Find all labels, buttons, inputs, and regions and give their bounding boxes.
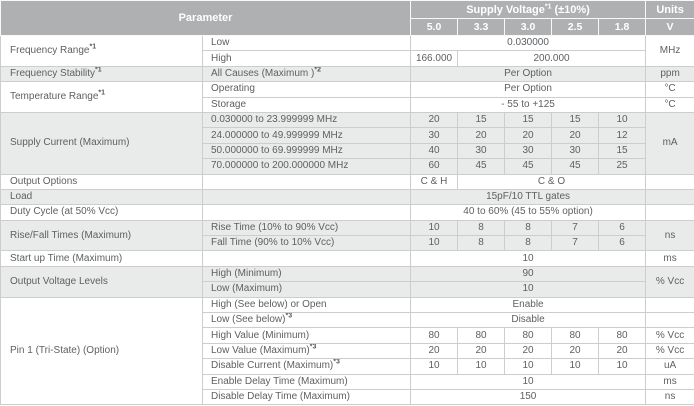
spec-row bbox=[1, 220, 694, 235]
subparam-cell: 24.000000 to 49.999999 MHz bbox=[203, 128, 411, 143]
value-cell: 150 bbox=[411, 389, 646, 404]
subparam-cell: 50.000000 to 69.999999 MHz bbox=[203, 143, 411, 158]
supply-voltage-header bbox=[411, 1, 646, 19]
value-cell: 30 bbox=[552, 143, 599, 158]
value-cell: 80 bbox=[552, 328, 599, 343]
spec-row bbox=[1, 205, 694, 220]
subparam-cell: Enable Delay Time (Maximum) bbox=[203, 374, 411, 389]
value-cell: 20 bbox=[411, 112, 458, 127]
spec-row bbox=[1, 297, 694, 312]
value-cell: 10 bbox=[505, 359, 552, 374]
value-cell: 30 bbox=[458, 143, 505, 158]
unit-cell: % Vcc bbox=[646, 266, 694, 297]
value-cell: 30 bbox=[411, 128, 458, 143]
value-cell: 15 bbox=[599, 143, 646, 158]
value-cell: 20 bbox=[552, 128, 599, 143]
spec-row bbox=[1, 36, 694, 51]
value-cell: 6 bbox=[599, 236, 646, 251]
value-cell: 45 bbox=[552, 159, 599, 174]
unit-cell: ns bbox=[646, 220, 694, 251]
value-cell: 30 bbox=[505, 143, 552, 158]
table-body bbox=[1, 36, 694, 405]
subparam-cell: Low bbox=[203, 36, 411, 51]
value-cell: 10 bbox=[458, 359, 505, 374]
subparam-cell: High (Minimum) bbox=[203, 266, 411, 281]
value-cell: - 55 to +125 bbox=[411, 97, 646, 112]
subparam-cell: 70.000000 to 200.000000 MHz bbox=[203, 159, 411, 174]
footnote: *1 bbox=[98, 89, 106, 97]
subparam-cell bbox=[203, 251, 411, 266]
value-cell: 10 bbox=[552, 359, 599, 374]
spec-row bbox=[1, 174, 694, 189]
subparam-label: Low (See below) bbox=[211, 314, 286, 326]
footnote: *1 bbox=[89, 43, 97, 51]
subparam-cell: High bbox=[203, 51, 411, 66]
unit-cell: uA bbox=[646, 359, 694, 374]
value-cell: 8 bbox=[458, 220, 505, 235]
subparam-cell: Fall Time (90% to 10% Vcc) bbox=[203, 236, 411, 251]
spec-row bbox=[1, 189, 694, 204]
value-cell: 6 bbox=[599, 220, 646, 235]
subparam-cell bbox=[203, 343, 411, 358]
value-cell: 10 bbox=[411, 236, 458, 251]
value-cell: Per Option bbox=[411, 82, 646, 97]
value-cell: 40 to 60% (45 to 55% option) bbox=[411, 205, 646, 220]
param-cell-startup-time: Start up Time (Maximum) bbox=[1, 251, 203, 266]
param-cell-rise-fall-times: Rise/Fall Times (Maximum) bbox=[1, 220, 203, 251]
spec-row bbox=[1, 266, 694, 281]
subparam-cell bbox=[203, 359, 411, 374]
value-cell: 90 bbox=[411, 266, 646, 281]
voltage-col-2: 3.0 bbox=[505, 19, 552, 36]
param-cell-temperature-range bbox=[1, 82, 203, 113]
subparam-cell bbox=[203, 66, 411, 81]
subparam-cell: High (See below) or Open bbox=[203, 297, 411, 312]
value-cell: 10 bbox=[411, 359, 458, 374]
param-cell-load: Load bbox=[1, 189, 203, 204]
unit-cell: °C bbox=[646, 82, 694, 97]
value-cell: 15pF/10 TTL gates bbox=[411, 189, 646, 204]
unit-cell: % Vcc bbox=[646, 343, 694, 358]
subparam-cell bbox=[203, 313, 411, 328]
supply-voltage-footnote: *1 bbox=[544, 2, 552, 10]
value-cell: 8 bbox=[505, 220, 552, 235]
value-cell: 20 bbox=[458, 128, 505, 143]
spec-row bbox=[1, 251, 694, 266]
param-cell-frequency-range bbox=[1, 36, 203, 67]
unit-cell bbox=[646, 189, 694, 204]
value-cell: 80 bbox=[411, 328, 458, 343]
voltage-col-0: 5.0 bbox=[411, 19, 458, 36]
value-cell: 45 bbox=[505, 159, 552, 174]
subparam-cell: High Value (Minimum) bbox=[203, 328, 411, 343]
footnote: *3 bbox=[309, 343, 317, 351]
value-cell: Enable bbox=[411, 297, 646, 312]
value-cell: 20 bbox=[552, 343, 599, 358]
value-cell: 80 bbox=[599, 328, 646, 343]
spec-row bbox=[1, 66, 694, 81]
param-cell-pin1-tristate: Pin 1 (Tri-State) (Option) bbox=[1, 297, 203, 405]
value-cell: 10 bbox=[599, 359, 646, 374]
units-header: Units bbox=[646, 1, 694, 19]
subparam-label: All Causes (Maximum ) bbox=[211, 67, 315, 79]
voltage-col-1: 3.3 bbox=[458, 19, 505, 36]
units-voltage-header: V bbox=[646, 19, 694, 36]
subparam-cell: Storage bbox=[203, 97, 411, 112]
value-cell: 45 bbox=[458, 159, 505, 174]
subparam-cell bbox=[203, 205, 411, 220]
subparam-cell: 0.030000 to 23.999999 MHz bbox=[203, 112, 411, 127]
unit-cell bbox=[646, 313, 694, 328]
supply-voltage-tolerance: (±10%) bbox=[554, 3, 590, 16]
value-cell: 12 bbox=[599, 128, 646, 143]
unit-cell: °C bbox=[646, 97, 694, 112]
unit-cell: ms bbox=[646, 251, 694, 266]
unit-cell: ppm bbox=[646, 66, 694, 81]
subparam-label: Low Value (Maximum) bbox=[211, 345, 310, 356]
value-cell: Disable bbox=[411, 313, 646, 328]
table-header bbox=[1, 1, 694, 36]
value-cell: 15 bbox=[552, 112, 599, 127]
subparam-cell: Rise Time (10% to 90% Vcc) bbox=[203, 220, 411, 235]
supply-voltage-label: Supply Voltage bbox=[466, 3, 545, 16]
value-cell: Per Option bbox=[411, 66, 646, 81]
subparam-cell bbox=[203, 189, 411, 204]
value-cell: 20 bbox=[599, 343, 646, 358]
param-label: Frequency Range bbox=[10, 44, 90, 56]
value-cell: 20 bbox=[458, 343, 505, 358]
unit-cell bbox=[646, 205, 694, 220]
value-cell: 20 bbox=[411, 343, 458, 358]
footnote: *2 bbox=[314, 66, 321, 74]
subparam-label: Disable Current (Maximum) bbox=[211, 360, 334, 372]
footnote: *1 bbox=[95, 66, 102, 74]
spec-row bbox=[1, 112, 694, 127]
unit-cell: ms bbox=[646, 374, 694, 389]
value-cell: C & H bbox=[411, 174, 458, 189]
unit-cell: MHz bbox=[646, 36, 694, 67]
unit-cell: mA bbox=[646, 112, 694, 174]
value-cell: 60 bbox=[411, 159, 458, 174]
value-cell: 80 bbox=[458, 328, 505, 343]
param-cell-frequency-stability bbox=[1, 66, 203, 81]
voltage-col-3: 2.5 bbox=[552, 19, 599, 36]
subparam-cell bbox=[203, 174, 411, 189]
value-cell: 40 bbox=[411, 143, 458, 158]
value-cell: 15 bbox=[505, 112, 552, 127]
param-cell-output-options: Output Options bbox=[1, 174, 203, 189]
subparam-cell: Operating bbox=[203, 82, 411, 97]
unit-cell bbox=[646, 297, 694, 312]
value-cell: 20 bbox=[505, 128, 552, 143]
value-cell: 10 bbox=[411, 251, 646, 266]
footnote: *3 bbox=[285, 312, 293, 320]
value-cell: 7 bbox=[552, 220, 599, 235]
unit-cell bbox=[646, 174, 694, 189]
value-cell: 15 bbox=[458, 112, 505, 127]
value-cell: 10 bbox=[599, 112, 646, 127]
voltage-col-4: 1.8 bbox=[599, 19, 646, 36]
value-cell: 8 bbox=[505, 236, 552, 251]
value-cell: 80 bbox=[505, 328, 552, 343]
value-cell: 8 bbox=[458, 236, 505, 251]
value-cell: 7 bbox=[552, 236, 599, 251]
value-cell: 166.000 bbox=[411, 51, 458, 66]
subparam-cell: Disable Delay Time (Maximum) bbox=[203, 389, 411, 404]
value-cell: C & O bbox=[458, 174, 646, 189]
unit-cell: % Vcc bbox=[646, 328, 694, 343]
param-cell-duty-cycle: Duty Cycle (at 50% Vcc) bbox=[1, 205, 203, 220]
param-cell-supply-current: Supply Current (Maximum) bbox=[1, 112, 203, 174]
value-cell: 20 bbox=[505, 343, 552, 358]
param-label: Temperature Range bbox=[10, 91, 99, 103]
value-cell: 25 bbox=[599, 159, 646, 174]
value-cell: 0.030000 bbox=[411, 36, 646, 51]
param-label: Frequency Stability bbox=[10, 67, 96, 79]
footnote: *3 bbox=[333, 359, 340, 367]
value-cell: 10 bbox=[411, 374, 646, 389]
parameter-header: Parameter bbox=[1, 1, 411, 36]
subparam-cell: Low (Maximum) bbox=[203, 282, 411, 297]
spec-row bbox=[1, 82, 694, 97]
value-cell: 10 bbox=[411, 282, 646, 297]
unit-cell: ns bbox=[646, 389, 694, 404]
value-cell: 10 bbox=[411, 220, 458, 235]
value-cell: 200.000 bbox=[458, 51, 646, 66]
header-row-top bbox=[1, 1, 694, 19]
param-cell-output-voltage-levels: Output Voltage Levels bbox=[1, 266, 203, 297]
